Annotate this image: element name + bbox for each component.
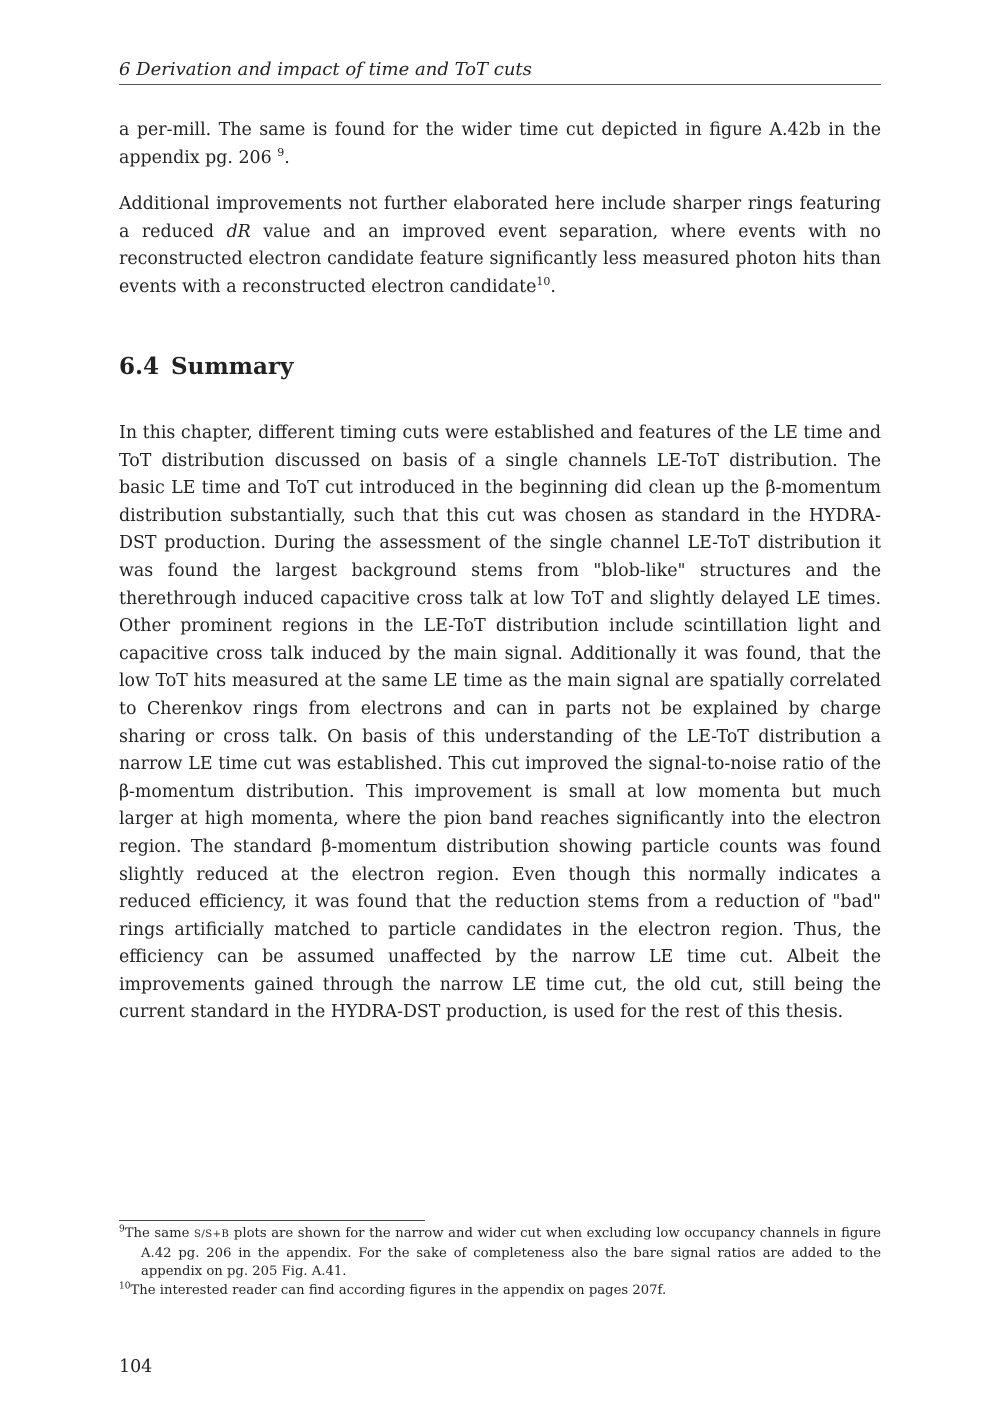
page-number: 104 (119, 1357, 153, 1377)
math-dR: dR (226, 221, 251, 242)
footnote-9-before: The same (124, 1226, 190, 1241)
paragraph-improvements (119, 191, 881, 301)
section-title: Summary (171, 353, 294, 380)
paragraph-intro-text: a per-mill. The same is found for the wider time cut depicted in figure A.42b in the appendix pg. 206 (119, 120, 881, 168)
footnote-ref-10[interactable]: 10 (536, 274, 551, 288)
paragraph-intro-tail: . (284, 147, 290, 168)
paragraph-improvements-tail: . (550, 276, 556, 297)
footnote-10 (119, 1282, 881, 1301)
footnote-9 (119, 1225, 881, 1282)
summary-text: In this chapter, different timing cuts were established and features of the LE time and ToT distribution discussed on basis of a single channels LE-ToT distribution. The basic LE time and ToT cut introduced in the beginning did clean up the β-momentum distribution substantially, such that this cut was chosen as standard in the HYDRA-DST production. During the assessment of the single channel LE-ToT distribution it was found the largest background stems from "blob-like" structures and the therethrough induced capacitive cross talk at low ToT and slightly delayed LE times. Other prominent regions in the LE-ToT distribution include scintillation light and capacitive cross talk induced by the main signal. Additionally it was found, that the low ToT hits measured at the same LE time as the main signal are spatially correlated to Cherenkov rings from electrons and can in parts not be explained by charge sharing or cross talk. On basis of this understanding of the LE-ToT distribution a narrow LE time cut was established. This cut improved the signal-to-noise ratio of the β-momentum distribution. This improvement is small at low momenta but much larger at high momenta, where the pion band reaches significantly into the electron region. The standard β-momentum distribution showing particle counts was found slightly reduced at the electron region. Even though this normally indicates a reduced efficiency, it was found that the reduction stems from a reduction of "bad" rings artificially matched to particle candidates in the electron region. Thus, the efficiency can be assumed unaffected by the narrow LE time cut. Albeit the improvements gained through the narrow LE time cut, the old cut, still being the current standard in the HYDRA-DST production, is used for the rest of this thesis. (119, 423, 881, 1023)
signal-ratio: S/S+B (194, 1229, 230, 1240)
summary-paragraph (119, 420, 881, 1027)
running-header (119, 58, 881, 85)
chapter-title: 6 Derivation and impact of time and ToT cuts (119, 59, 532, 80)
footnote-ref-9[interactable]: 9 (277, 145, 285, 159)
footnote-divider (119, 1220, 425, 1221)
section-number: 6.4 (119, 353, 160, 380)
paragraph-intro (119, 117, 881, 172)
paragraph-improvements-text-1: Additional improvements not further elaborated here include sharper rings featuring a reduced (119, 194, 881, 242)
footnote-9-after: plots are shown for the narrow and wider cut when excluding low occupancy channels in figure A.42 pg. 206 in the appendix. For the sake of completeness also the bare signal ratios are added to the appendix on pg. 205 Fig. A.41. (141, 1226, 881, 1279)
footnote-10-text: The interested reader can find according figures in the appendix on pages 207f. (130, 1282, 667, 1298)
footnote-10-mark: 10 (119, 1281, 131, 1292)
section-heading (119, 350, 293, 384)
footnotes (119, 1225, 881, 1300)
paragraph-improvements-text-2: value and an improved event separation, where events with no reconstructed electron candidate feature significantly less measured photon hits than events with a reconstructed electron candidate (119, 221, 882, 297)
footnote-9-mark: 9 (119, 1224, 125, 1235)
